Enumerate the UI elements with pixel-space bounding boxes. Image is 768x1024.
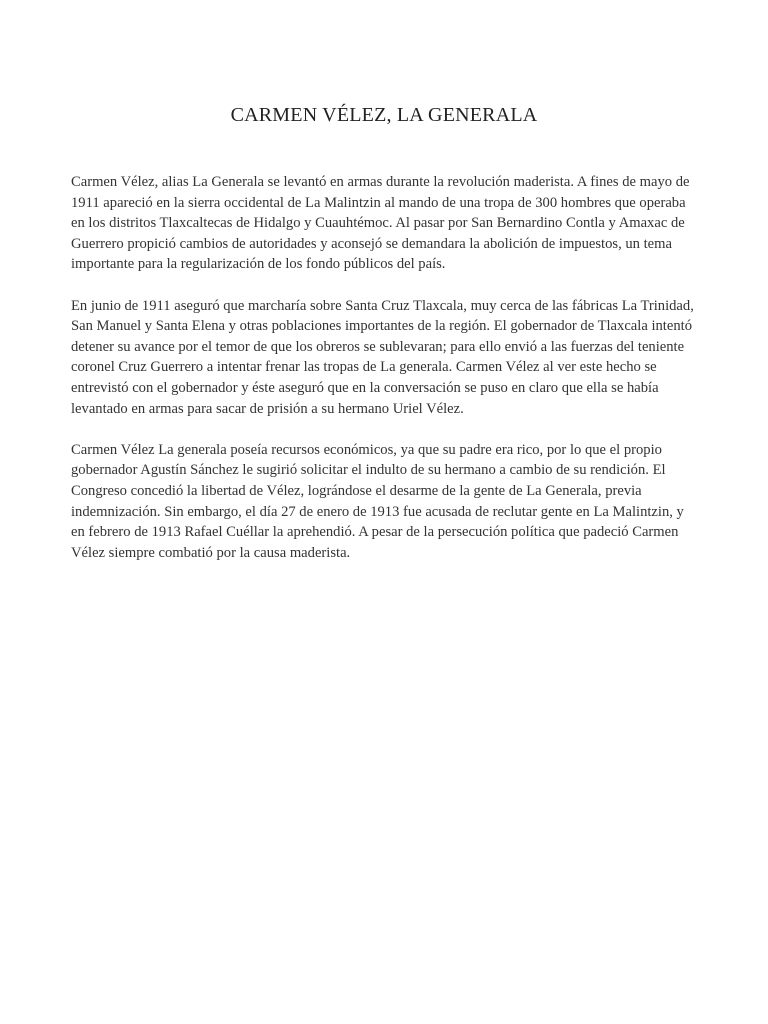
document-body	[71, 172, 695, 584]
paragraph: En junio de 1911 aseguró que marcharía sobre Santa Cruz Tlaxcala, muy cerca de las fábricas La Trinidad, San Manuel y Santa Elena y otras poblaciones importantes de la región. El gobernador de Tlaxcala intentó detener su avance por el temor de que los obreros se sublevaran; para ello envió a las fuerzas del teniente coronel Cruz Guerrero a intentar frenar las tropas de La generala. Carmen Vélez al ver este hecho se entrevistó con el gobernador y éste aseguró que en la conversación se puso en claro que ella se había levantado en armas para sacar de prisión a su hermano Uriel Vélez.	[71, 297, 694, 417]
paragraph: Carmen Vélez, alias La Generala se levantó en armas durante la revolución maderista. A fines de mayo de 1911 apareció en la sierra occidental de La Malintzin al mando de una tropa de 300 hombres que operaba en los distritos Tlaxcaltecas de Hidalgo y Cuauhtémoc. Al pasar por San Bernardino Contla y Amaxac de Guerrero propició cambios de autoridades y aconsejó se demandara la abolición de impuestos, un tema importante para la regularización de los fondo públicos del país.	[71, 174, 690, 273]
paragraph: Carmen Vélez La generala poseía recursos económicos, ya que su padre era rico, por lo que el propio gobernador Agustín Sánchez le sugirió solicitar el indulto de su hermano a cambio de su rendición. El Congreso concedió la libertad de Vélez, lográndose el desarme de la gente de La Generala, previa indemnización. Sin embargo, el día 27 de enero de 1913 fue acusada de reclutar gente en La Malintzin, y en febrero de 1913 Rafael Cuéllar la aprehendió. A pesar de la persecución política que padeció Carmen Vélez siempre combatió por la causa maderista.	[71, 441, 684, 561]
document-title: CARMEN VÉLEZ, LA GENERALA	[230, 104, 538, 126]
